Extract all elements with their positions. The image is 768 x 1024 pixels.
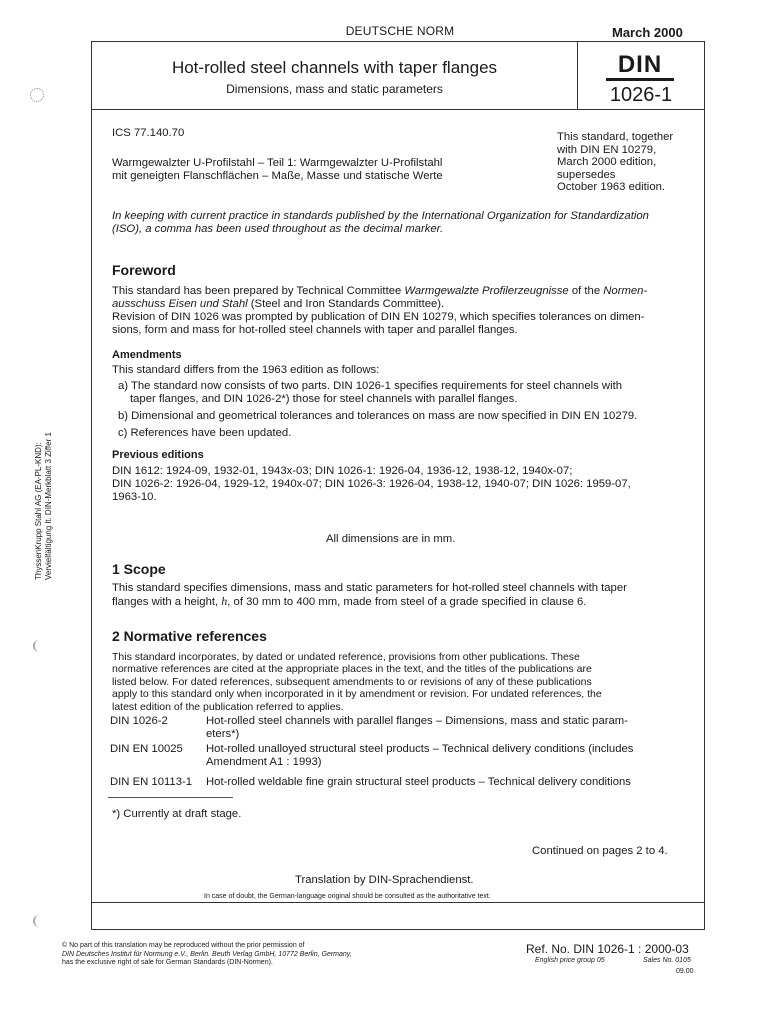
scope-line	[112, 595, 704, 609]
foreword-line: sions, form and mass for hot-rolled steel channels with taper and parallel flanges.	[112, 324, 518, 336]
punch-hole-mark	[30, 88, 44, 102]
reference-code: DIN 1026-2	[110, 715, 168, 727]
list-item: c) References have been updated.	[118, 427, 292, 439]
reference-title	[206, 776, 691, 789]
din-number: 1026-1	[609, 84, 673, 106]
reference-title-line: Hot-rolled weldable fine grain structural steel products – Technical delivery conditions	[206, 776, 631, 788]
iso-note-line: In keeping with current practice in standards published by the International Organization for Standardization	[112, 210, 649, 222]
supersedes-line: supersedes	[557, 168, 616, 181]
normative-line: This standard incorporates, by dated or undated reference, provisions from other publications. These	[112, 651, 580, 663]
amendments-intro: This standard differs from the 1963 edition as follows:	[112, 364, 380, 376]
header-date: March 2000	[612, 25, 683, 40]
margin-stamp-line: Vervielfältigung lt. DIN-Merkblatt 3 Ziffer 1	[43, 432, 53, 580]
normative-reference-list	[110, 715, 706, 795]
foreword-line: Revision of DIN 1026 was prompted by publication of DIN EN 10279, which specifies tolerances on dimen-	[112, 311, 645, 323]
din-logo: DIN	[606, 52, 674, 81]
reference-title-line: Amendment A1 : 1993)	[206, 756, 322, 768]
amendments-list	[118, 380, 702, 440]
normative-line: listed below. For dated references, subsequent amendments to or revisions of any of these publications	[112, 675, 592, 688]
margin-stamp-line: ThyssenKrupp Stahl AG (EA-PL-KND):	[34, 442, 43, 580]
german-title	[112, 157, 443, 183]
translation-note: Translation by DIN-Sprachendienst.	[295, 874, 474, 886]
amendments-heading: Amendments	[112, 349, 182, 361]
text-span: flanges with a height,	[112, 596, 222, 608]
supersedes-line: March 2000 edition,	[557, 156, 657, 168]
supersedes-line: October 1963 edition.	[557, 181, 666, 193]
section-scope-heading: 1 Scope	[112, 561, 166, 577]
foreword-text	[112, 285, 702, 337]
normative-intro	[112, 651, 706, 713]
list-item-continuation: taper flanges, and DIN 1026-2*) those for steel channels with parallel flanges.	[130, 393, 518, 405]
text-span: This standard has been prepared by Technical Committee	[112, 285, 405, 297]
normative-line: normative references are cited at the appropriate places in the text, and the titles of the publications are	[112, 663, 592, 676]
punch-hole-mark	[33, 640, 45, 652]
title-box	[92, 42, 578, 110]
document-subtitle: Dimensions, mass and static parameters	[226, 82, 443, 96]
all-dimensions-note: All dimensions are in mm.	[326, 533, 456, 545]
list-item: b) Dimensional and geometrical tolerances and tolerances on mass are now specified in DIN EN 10279.	[118, 410, 638, 422]
iso-note-line: (ISO), a comma has been used throughout as the decimal marker.	[112, 223, 444, 235]
scope-text	[112, 582, 704, 609]
price-group: English price group 05	[535, 957, 605, 964]
sales-number: Sales No. 0105	[643, 957, 691, 964]
supersedes-line: This standard, together	[557, 131, 674, 143]
copyright-line: has the exclusive right of sale for German Standards (DIN-Normen).	[62, 959, 273, 966]
reference-title-line: Hot-rolled unalloyed structural steel products – Technical delivery conditions (includes	[206, 743, 634, 755]
section-normative-references-heading: 2 Normative references	[112, 628, 267, 644]
copyright-line: © No part of this translation may be reproduced without the prior permission of	[62, 942, 305, 949]
previous-editions-list	[112, 465, 704, 504]
foreword-line	[112, 298, 702, 311]
reference-code: DIN EN 10113-1	[110, 776, 193, 788]
standards-committee-name: ausschuss Eisen und Stahl	[112, 298, 248, 310]
previous-editions-line: DIN 1612: 1924-09, 1932-01, 1943x-03; DIN 1026-1: 1926-04, 1936-12, 1938-12, 1940x-07;	[112, 465, 573, 477]
document-title: Hot-rolled steel channels with taper flanges	[171, 58, 498, 77]
foreword-heading: Foreword	[112, 262, 176, 278]
continued-note: Continued on pages 2 to 4.	[532, 845, 668, 857]
header-deutsche-norm: DEUTSCHE NORM	[345, 24, 455, 38]
previous-editions-heading: Previous editions	[112, 449, 204, 461]
footnote: *) Currently at draft stage.	[112, 808, 242, 820]
previous-editions-line: DIN 1026-2: 1926-04, 1929-12, 1940x-07; DIN 1026-3: 1926-04, 1938-12, 1940-07; DIN 1026: 1959-07,	[112, 478, 631, 490]
copyright-line: DIN Deutsches Institut für Normung e.V., Berlin. Beuth Verlag GmbH, 10772 Berlin, Germany,	[62, 950, 352, 958]
iso-decimal-note	[112, 210, 702, 236]
foreword-line	[112, 285, 702, 298]
normative-line: latest edition of the publication referred to applies.	[112, 700, 344, 713]
reference-number: Ref. No. DIN 1026-1 : 2000-03	[526, 942, 689, 956]
supersedes-line: with DIN EN 10279,	[557, 143, 657, 156]
reference-title	[206, 743, 691, 769]
supersedes-note	[557, 131, 673, 194]
bottom-rule	[91, 902, 705, 903]
reference-title-line: eters*)	[206, 728, 240, 740]
reference-code: DIN EN 10025	[110, 743, 183, 755]
standards-committee-name: Normen-	[603, 285, 648, 297]
german-title-line: Warmgewalzter U-Profilstahl – Teil 1: Warmgewalzter U-Profilstahl	[112, 157, 443, 169]
authoritative-text-note: In case of doubt, the German-language original should be consulted as the authoritative text.	[204, 893, 491, 900]
footnote-divider	[108, 797, 233, 798]
ics-code: ICS 77.140.70	[112, 127, 185, 139]
date-code: 09.00	[676, 968, 694, 975]
din-box	[578, 42, 704, 110]
german-title-line: mit geneigten Flanschflächen – Maße, Masse und statische Werte	[112, 170, 443, 182]
normative-line: apply to this standard only when incorporated in it by amendment or revision. For undated references, the	[112, 688, 602, 701]
text-span: (Steel and Iron Standards Committee).	[247, 298, 445, 310]
list-item: a) The standard now consists of two parts. DIN 1026-1 specifies requirements for steel channels with	[118, 380, 623, 392]
scope-line: This standard specifies dimensions, mass and static parameters for hot-rolled steel channels with taper	[112, 582, 627, 594]
text-span: of the	[568, 285, 604, 297]
copyright-notice	[62, 942, 462, 968]
punch-hole-mark	[33, 915, 45, 927]
previous-editions-line: 1963-10.	[112, 491, 157, 503]
height-symbol: h	[221, 594, 228, 608]
margin-stamp	[34, 432, 53, 580]
reference-title	[206, 715, 691, 741]
text-span: , of 30 mm to 400 mm, made from steel of a grade specified in clause 6.	[227, 596, 587, 608]
reference-title-line: Hot-rolled steel channels with parallel flanges – Dimensions, mass and static param-	[206, 715, 628, 727]
committee-name: Warmgewalzte Profilerzeugnisse	[404, 285, 569, 297]
